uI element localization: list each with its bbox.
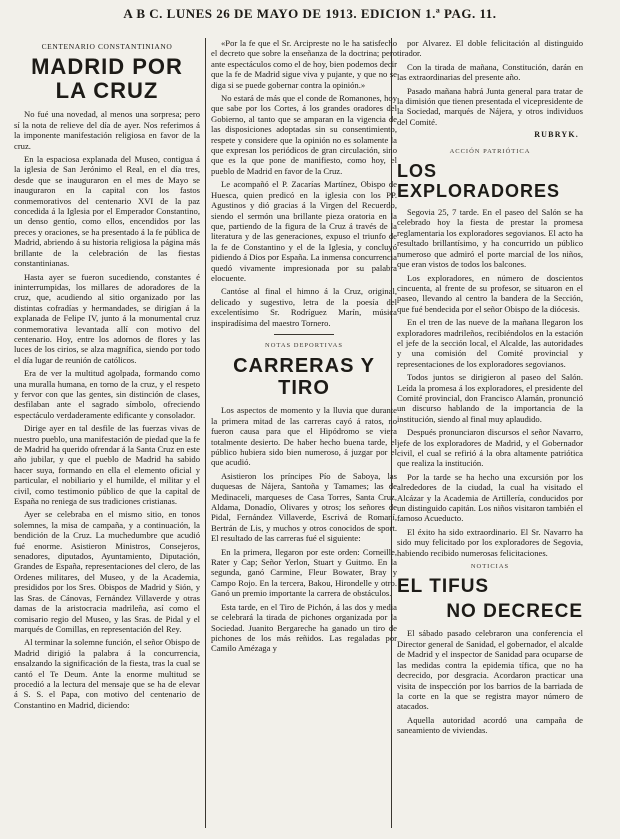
section-kicker: NOTAS DEPORTIVAS [265, 341, 343, 349]
article-subheadline-tifus: NO DECRECE [446, 601, 583, 623]
article-paragraph: Le acompañó el P. Zacarías Martínez, Obispo de Huesca, quien predicó en la iglesia con los PP. Agustinos y dió gracias á la Virgen del Recuerdo, siendo el sermón una brillante pieza oratoria en la que, partiendo de la figura de la Cruz á través de la literatura y de las generaciones, expuso el triunfo de la fe de Constantino y el de la Iglesia, y concluyó pidiendo á Dios por España. La inmensa concurrencia quedó vivamente impresionada por su palabra elocuente. [211, 179, 397, 283]
article-headline-tifus: EL TIFUS [397, 576, 490, 598]
article-paragraph: El éxito ha sido extraordinario. El Sr. Navarro ha sido muy felicitado por los exploradores de Segovia, habiendo recibido numerosas felicitaciones. [397, 526, 583, 558]
column-3 [397, 38, 583, 833]
article-paragraph: No estará de más que el conde de Romanones, hoy que sabe por los Cortes, á los grandes oradores del Gobierno, al tanto que se amparan en la vigencia de las disposiciones adoptadas sin su consentimiento, respete y considere que la opinión no es solamente la que expresan los periódicos de gran circulación, sino que es la que pone de manifiesto, como hoy, el pueblo de Madrid en favor de la Cruz. [211, 93, 397, 176]
section-kicker: NOTICIAS [470, 563, 510, 571]
section-kicker: CENTENARIO CONSTANTINIANO [41, 42, 173, 51]
column-rule-1 [205, 38, 206, 828]
article-paragraph: Al terminar la solemne función, el señor Obispo de Madrid dirigió la palabra á la concurrencia, ensalzando la significación de la fiesta, tras la cual se cantó el Te Deum. Ante la enorme multitud se procedió a la lectura del mensaje que se ha de elevar á S. S. el Papa, con motivo del centenario de Constantino en Madrid, diciendo: [14, 637, 200, 710]
article-paragraph: Los exploradores, en número de doscientos cincuenta, al frente de su profesor, se situaron en el paseo, llevando al centro la bandera de la Sección, que fué bendecida por el señor Obispo de la diócesis. [397, 272, 583, 314]
article-paragraph: Con la tirada de mañana, Constitución, darán en las extraordinarias del presente año. [397, 61, 583, 83]
article-signature: RUBRYK. [534, 130, 579, 140]
article-paragraph: En la espaciosa explanada del Museo, contigua á la iglesia de San Jerónimo el Real, en el día tres, desde que se inauguraron en el mes de Mayo se inauguraron en la capital con los fastos conmemorativos del centenario XVI de la paz concedida á la Iglesia por el Emperador Constantino, un denso gentío, como ellos, encendidos por las preces y oraciones, se ha presentado á la fe pública de Madrid, abriendo á su historia religiosa la página más brillante de la celebración de las fiestas constantinianas. [14, 154, 200, 269]
page-masthead: A B C. LUNES 26 DE MAYO DE 1913. EDICION 1.ª PAG. 11. [123, 6, 497, 21]
article-paragraph: Segovia 25, 7 tarde. En el paseo del Salón se ha celebrado hoy la fiesta de prestar la promesa reglamentaria los exploradores segovianos. El acto ha resultado brillantísimo, y ha concurrido un público numeroso que admiró el porte marcial de los niños, que eran vistos de todos los balcones. [397, 207, 583, 270]
article-paragraph: Todos juntos se dirigieron al paseo del Salón. Leída la promesa á los exploradores, el presidente del Comité provincial, don Francisco Alamán, pronunció un discurso hablando de la importancia de la institución, siendo al final muy aplaudido. [397, 372, 583, 424]
article-paragraph: Aquella autoridad acordó una campaña de saneamiento de viviendas. [397, 714, 583, 736]
column-1 [14, 38, 200, 833]
article-headline-exploradores: LOS EXPLORADORES [397, 161, 561, 202]
section-divider [274, 334, 334, 335]
article-paragraph: Después pronunciaron discursos el señor Navarro, jefe de los exploradores de Madrid, y el Gobernador civil, el cual se refirió á la obra altamente patriótica que realiza la institución. [397, 427, 583, 469]
article-paragraph: Por la tarde se ha hecho una excursión por los alrededores de la ciudad, la cual ha visitado el Alcázar y la Academia de Artillería, conducidos por un distinguido capitán. Los niños visitaron también el famoso Acueducto. [397, 471, 583, 524]
article-paragraph: Asistieron los príncipes Pío de Saboya, las duquesas de Nájera, Santoña y Tamames; las de Medinaceli, marqueses de Casa Torres, Santa Cruz, Aldama, Donadío, Olivares y otros; los señores de Pidal, Fernández Villaverde, Escrivá de Romaní, Bertrán de Lis, y muchos y otros conocidos de sport. El resultado de las carreras fué el siguiente: [211, 470, 397, 544]
article-paragraph: Esta tarde, en el Tiro de Pichón, á las dos y media se celebrará la tirada de pichones organizada por la Sociedad. Juanito Bergareche ha ganado un tiro de pichones de los más reñidos. Las regaladas por Camilo Amézaga y [211, 601, 397, 654]
article-headline-carreras: CARRERAS Y TIRO [233, 355, 375, 400]
article-paragraph: No fué una novedad, al menos una sorpresa; pero sí la nota de relieve del día de ayer. Nos referimos á la imponente manifestación religiosa en favor de la cruz. [14, 109, 200, 151]
article-paragraph: Era de ver la multitud agolpada, formando como una muralla humana, en torno de la cruz, y el respeto y fervor con que las gentes, sin distinción de clases, desfilaban ante el sagrado símbolo, ofreciendo espectáculo verdaderamente edificante y consolador. [14, 368, 200, 420]
article-paragraph: Los aspectos de momento y la lluvia que durante la primera mitad de las carreras cayó á ratos, no fueron causa para que el Hipódromo se viera totalmente desierto. De haber hecho buena tarde, el público hubiera sido bien numeroso, á juzgar por el que acudió. [211, 405, 397, 468]
article-headline-madrid: MADRID POR LA CRUZ [31, 54, 183, 104]
article-paragraph: «Por la fe que el Sr. Arcipreste no le ha satisfecho el decreto que sobre la enseñanza de la doctrina; pero ante espectáculos como el de hoy, bien podemos decir que la fe de Madrid sigue viva y pujante, y que no se diga si se puede gobernar contra la opinión.» [211, 38, 397, 90]
article-paragraph: por Alvarez. El doble felicitación al distinguido tirador. [397, 38, 583, 59]
article-paragraph: Cantóse al final el himno á la Cruz, original, delicado y sugestivo, letra de la poesía del excelentísimo Sr. Rodríguez Marín, música inspiradísima del maestro Tornero. [211, 286, 397, 328]
article-paragraph: Pasado mañana habrá Junta general para tratar de la dimisión que tienen presentada el vicepresidente de la Sociedad, marqués de Nájera, y otros individuos del Comité. [397, 85, 583, 127]
article-paragraph: El sábado pasado celebraron una conferencia el Director general de Sanidad, el gobernador, el alcalde de Madrid y el inspector de Sanidad para ocuparse de las medidas contra la epidemia tífica, que no ha decrecido, por desgracia. Acordaron practicar una visita de inspección por los barrios de la barriada de la corte en la que se registra mayor número de atacados. [397, 628, 583, 712]
article-paragraph: Ayer se celebraba en el mismo sitio, en tonos solemnes, la misa de campaña, y a continuación, la bendición de la Cruz. La muchedumbre que acudió fué enorme. Asistieron Ministros, Consejeros, senadores, diputados, Ayuntamiento, Diputación, Grandes de España, representaciones del clero, de las Ordenes militares, del Museo, y de la Academia, presididos por los Sres. Obispos de Madrid y Sión, y las Sras. de Cánovas, Fernández Villaverde y otras damas de la aristocracia madrileña, así como el comisario regio del Museo, y las Sras. de Pidal y el marqués de Comillas, en representación del Rey. [14, 509, 200, 634]
article-paragraph: Dirige ayer en tal desfile de las fuerzas vivas de nuestro pueblo, una manifestación de piedad que la fe de Madrid ha querido ofrendar á la Santa Cruz en este año jubilar, y que el pueblo de Madrid ha sabido hacer suya, formando en ella el elemento oficial y particular, el nobiliario y el humilde, el militar y el civil, como testimonio público de que la capital de España no reniega de sus tradiciones cristianas. [14, 423, 200, 507]
article-paragraph: Hasta ayer se fueron sucediendo, constantes é ininterrumpidas, los millares de adoradores de la cruz, que, acudiendo al sitio organizado por las distintas cofradías y hermandades, se dirigían á la explanada de Felipe IV, junto á la monumental cruz conmemorativa levantada allí con motivo del centenario. Hoy, entre los adornos de flores y las luces de los cirios, se alza magnífica, siendo por todo el día lugar de reunión de católicos. [14, 271, 200, 365]
section-kicker: ACCIÓN PATRIÓTICA [449, 147, 531, 155]
article-paragraph: En el tren de las nueve de la mañana llegaron los exploradores madrileños, recibiéndolos en la estación el jefe de la sección local, el Alcalde, las autoridades y una comisión del Comité provincial y representaciones de los exploradores segovianos. [397, 317, 583, 369]
article-paragraph: En la primera, llegaron por este orden: Corneille, Rater y Cap; Señor Yerlon, Stuart y Guitmo. En la segunda, ganó Carmine, Fleur Bowater, Bray y Campo Rojo. En la tercera, Bakou, Hirondelle y otro. Ganó un premio importante la carrera de obstáculos. [211, 546, 397, 599]
column-2 [211, 38, 397, 833]
